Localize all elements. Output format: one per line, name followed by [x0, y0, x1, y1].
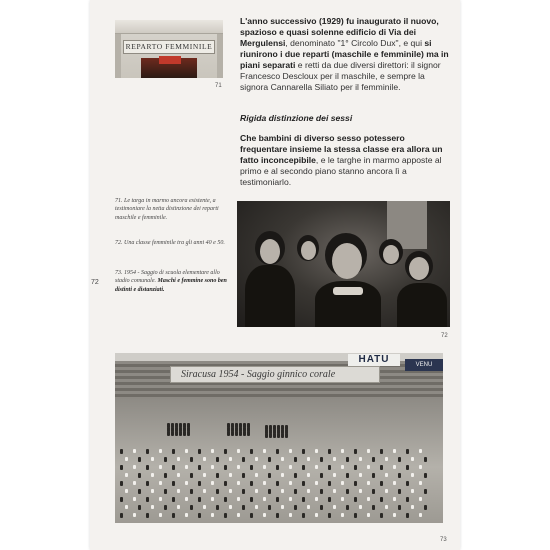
- gymnast: [424, 473, 427, 478]
- figure-number-71: 71: [215, 83, 222, 89]
- gymnast: [235, 431, 238, 436]
- gymnast: [211, 513, 214, 517]
- gymnast: [328, 465, 331, 470]
- gymnast: [320, 473, 323, 478]
- gymnast: [185, 481, 188, 485]
- gymnast: [138, 457, 141, 462]
- gymnast: [187, 431, 190, 436]
- gymnast: [138, 473, 141, 478]
- paragraph-2: [240, 133, 454, 188]
- gymnast: [276, 465, 279, 470]
- gymnast: [172, 497, 175, 502]
- gymnast: [398, 473, 401, 478]
- gymnast: [398, 457, 401, 462]
- gymnast: [216, 505, 219, 510]
- stadium-sign-2: VENU: [405, 359, 443, 371]
- gymnast: [211, 449, 214, 453]
- gymnast: [268, 489, 271, 494]
- gymnast: [346, 505, 349, 510]
- stadium-sign: HATU: [348, 354, 400, 366]
- paragraph-1-bold-b: si riunirono i due reparti (maschile e femminile) ma in piani separati: [240, 38, 449, 70]
- photo-classroom: [237, 201, 450, 327]
- gymnast: [328, 513, 331, 518]
- gymnast: [372, 473, 375, 478]
- gymnast: [411, 457, 414, 461]
- gymnast: [406, 481, 409, 486]
- gymnast: [198, 513, 201, 518]
- gymnast: [229, 457, 232, 461]
- gymnast: [255, 505, 258, 509]
- gymnast: [125, 473, 128, 477]
- gymnast: [398, 489, 401, 494]
- gymnast: [177, 505, 180, 509]
- gymnast: [328, 449, 331, 454]
- gymnast: [227, 431, 230, 436]
- gymnast: [372, 489, 375, 494]
- gymnast: [268, 505, 271, 510]
- gymnast: [177, 489, 180, 493]
- gymnast: [281, 473, 284, 477]
- gymnast: [359, 473, 362, 477]
- gymnast: [151, 473, 154, 477]
- gymnast: [367, 481, 370, 485]
- gymnast: [307, 505, 310, 509]
- gymnast: [289, 449, 292, 453]
- gymnast: [354, 449, 357, 454]
- gymnast: [424, 489, 427, 494]
- gymnast: [265, 433, 268, 438]
- gymnast: [146, 481, 149, 486]
- gymnast: [203, 457, 206, 461]
- gymnast: [250, 481, 253, 486]
- gymnast: [367, 497, 370, 501]
- flag: [159, 56, 181, 64]
- gymnast: [315, 465, 318, 469]
- gymnast: [237, 497, 240, 501]
- girl-face: [260, 239, 280, 264]
- gymnast: [120, 449, 123, 454]
- gymnast: [320, 505, 323, 510]
- gymnast: [393, 497, 396, 501]
- gymnast: [255, 473, 258, 477]
- gymnast: [125, 489, 128, 493]
- gymnast: [250, 449, 253, 454]
- gymnast: [159, 449, 162, 453]
- gymnast: [172, 449, 175, 454]
- gymnast: [125, 505, 128, 509]
- gymnast: [281, 433, 284, 438]
- gymnast: [307, 457, 310, 461]
- gymnast: [380, 497, 383, 502]
- gymnast: [424, 505, 427, 510]
- paragraph-1-text-a: , denominato "1° Circolo Dux", e qui: [285, 38, 425, 48]
- gymnast: [216, 473, 219, 478]
- pillar-left: [115, 34, 121, 78]
- gymnast: [419, 513, 422, 517]
- gymnast: [346, 473, 349, 478]
- gymnast: [171, 431, 174, 436]
- gymnast: [177, 473, 180, 477]
- gymnast: [242, 473, 245, 478]
- gymnast: [229, 473, 232, 477]
- gymnast: [229, 505, 232, 509]
- gymnast: [372, 457, 375, 462]
- gymnast: [276, 513, 279, 518]
- gymnast: [354, 465, 357, 470]
- gymnast: [263, 465, 266, 469]
- gymnast: [198, 449, 201, 454]
- gymnast: [133, 513, 136, 517]
- gymnast: [224, 481, 227, 486]
- gymnast: [307, 473, 310, 477]
- gymnast: [125, 457, 128, 461]
- gymnast: [120, 497, 123, 502]
- gymnast: [294, 505, 297, 510]
- gymnast: [164, 473, 167, 478]
- girl-dress: [245, 265, 295, 327]
- gymnast: [237, 449, 240, 453]
- gymnast: [133, 449, 136, 453]
- gymnast: [281, 457, 284, 461]
- gymnast: [406, 497, 409, 502]
- gymnast: [393, 465, 396, 469]
- gymnast: [198, 497, 201, 502]
- gymnast: [185, 513, 188, 517]
- gymnast: [146, 449, 149, 454]
- gymnast: [276, 481, 279, 486]
- gymnast: [216, 489, 219, 494]
- gymnast: [411, 489, 414, 493]
- gymnast: [333, 489, 336, 493]
- gymnast: [179, 431, 182, 436]
- girl-face: [301, 241, 316, 260]
- stadium-banner: Siracusa 1954 - Saggio ginnico corale: [170, 366, 380, 383]
- gymnast: [146, 513, 149, 518]
- gymnast: [177, 457, 180, 461]
- gymnast: [281, 489, 284, 493]
- gymnast: [273, 433, 276, 438]
- gymnast: [211, 465, 214, 469]
- pillar-right: [217, 34, 223, 78]
- gymnast: [333, 457, 336, 461]
- plaque-sign: REPARTO FEMMINILE: [123, 40, 215, 54]
- gymnast: [120, 481, 123, 486]
- gymnast: [198, 465, 201, 470]
- gymnast: [250, 497, 253, 502]
- gymnast: [237, 465, 240, 469]
- gymnast: [255, 457, 258, 461]
- gymnast: [359, 457, 362, 461]
- gymnast: [302, 513, 305, 518]
- gymnast: [237, 481, 240, 485]
- gymnast: [198, 481, 201, 486]
- gymnast: [289, 481, 292, 485]
- gymnast: [393, 481, 396, 485]
- gymnast: [224, 497, 227, 502]
- gymnast: [138, 505, 141, 510]
- gymnast: [190, 489, 193, 494]
- gymnast: [419, 481, 422, 485]
- gymnast: [372, 505, 375, 510]
- gymnast: [307, 489, 310, 493]
- gymnast: [229, 489, 232, 493]
- gymnast: [276, 449, 279, 454]
- gymnast: [172, 465, 175, 470]
- photo-stadium: [115, 353, 443, 523]
- gymnast: [346, 457, 349, 462]
- gymnast: [247, 431, 250, 436]
- gymnast: [354, 497, 357, 502]
- gymnast: [133, 481, 136, 485]
- gymnast: [151, 457, 154, 461]
- gymnast: [281, 505, 284, 509]
- gymnast: [203, 489, 206, 493]
- gymnast: [242, 457, 245, 462]
- gymnast: [164, 489, 167, 494]
- gymnast: [411, 505, 414, 509]
- gymnast: [406, 513, 409, 518]
- gymnast: [239, 431, 242, 436]
- figure-number-73: 73: [440, 537, 447, 543]
- gymnast: [359, 489, 362, 493]
- gymnast: [120, 465, 123, 470]
- gymnast: [294, 489, 297, 494]
- gymnast: [380, 449, 383, 454]
- caption-71: 71. Le targa in marmo ancora esistente, a testimoniare la netta distinzione dei reparti maschile e femminile.: [115, 198, 219, 221]
- gymnast: [243, 431, 246, 436]
- gymnast: [138, 489, 141, 494]
- gymnast: [385, 457, 388, 461]
- gymnast: [263, 481, 266, 485]
- gymnast: [151, 489, 154, 493]
- gymnast: [159, 497, 162, 501]
- gymnast: [341, 449, 344, 453]
- gymnast: [263, 449, 266, 453]
- gymnast: [164, 505, 167, 510]
- gymnast: [320, 457, 323, 462]
- gymnast: [328, 497, 331, 502]
- gymnast: [315, 481, 318, 485]
- gymnast: [237, 513, 240, 517]
- gymnast: [159, 465, 162, 469]
- plaque-lintel: [115, 20, 223, 34]
- caption-73: [115, 269, 227, 294]
- girl-collar: [333, 287, 363, 295]
- gymnast: [146, 497, 149, 502]
- gymnast: [224, 449, 227, 454]
- gymnast: [380, 465, 383, 470]
- paragraph-1-bold-a: L'anno successivo (1929) fu inaugurato il nuovo, spazioso e quasi solenne edificio di Via dei Mergulensi: [240, 16, 439, 48]
- gymnast: [183, 431, 186, 436]
- gymnast: [367, 465, 370, 469]
- gymnast: [224, 513, 227, 518]
- gymnast: [175, 431, 178, 436]
- gymnast: [302, 449, 305, 454]
- gymnast: [190, 505, 193, 510]
- figure-number-72: 72: [441, 333, 448, 339]
- gymnast: [263, 497, 266, 501]
- gymnast: [172, 513, 175, 518]
- gymnast: [216, 457, 219, 462]
- gymnast: [133, 465, 136, 469]
- gymnast: [419, 465, 422, 469]
- gymnast: [277, 433, 280, 438]
- gymnast: [302, 481, 305, 486]
- gymnast: [231, 431, 234, 436]
- paragraph-1-text-b: e retti da due diversi direttori: il signor Francesco Descloux per il maschile, e sempre la signora Cannarella Siliato per il femminile.: [240, 60, 441, 92]
- gymnast: [151, 505, 154, 509]
- gymnast: [268, 473, 271, 478]
- gymnast: [341, 481, 344, 485]
- gymnast: [341, 465, 344, 469]
- gymnast: [185, 465, 188, 469]
- gymnast: [385, 505, 388, 509]
- gymnast: [263, 513, 266, 517]
- gymnast: [367, 513, 370, 517]
- gymnast: [159, 513, 162, 517]
- gymnast: [341, 497, 344, 501]
- gymnast: [203, 505, 206, 509]
- gymnast: [294, 457, 297, 462]
- gymnast: [315, 513, 318, 517]
- caption-73-text: 73. 1954 - Saggio di scuola elementare allo stadio comunale.: [115, 270, 220, 285]
- girl-face: [332, 243, 362, 279]
- caption-72: 72. Una classe femminile tra gli anni 40 e 50.: [115, 240, 225, 246]
- caption-73-bold: Maschi e femmine sono ben distinti e distanziati.: [115, 278, 227, 293]
- gymnast: [354, 481, 357, 486]
- paragraph-2-bold: Che bambini di diverso sesso potessero frequentare insieme la stessa classe era allora un fatto inconcepibile: [240, 133, 443, 165]
- gymnast: [302, 497, 305, 502]
- gymnast: [133, 497, 136, 501]
- section-title: Rigida distinzione dei sessi: [240, 113, 353, 123]
- gymnast: [315, 497, 318, 501]
- gymnast: [385, 489, 388, 493]
- gymnast: [359, 505, 362, 509]
- gymnast: [285, 433, 288, 438]
- gymnast: [393, 449, 396, 453]
- gymnast: [380, 481, 383, 486]
- gymnast: [146, 465, 149, 470]
- gymnast: [411, 473, 414, 477]
- gymnast: [406, 449, 409, 454]
- gymnast: [211, 497, 214, 501]
- gymnast: [406, 465, 409, 470]
- gymnast: [393, 513, 396, 517]
- gymnast: [172, 481, 175, 486]
- gymnast: [302, 465, 305, 470]
- gymnast: [341, 513, 344, 517]
- paragraph-1: [240, 16, 454, 93]
- gymnast: [185, 449, 188, 453]
- gymnast: [190, 457, 193, 462]
- gymnast: [250, 513, 253, 518]
- gymnast: [380, 513, 383, 518]
- gymnast: [333, 505, 336, 509]
- gymnast: [269, 433, 272, 438]
- gymnast: [333, 473, 336, 477]
- photo-marble-plaque: [115, 20, 223, 78]
- gymnast: [276, 497, 279, 502]
- gymnast: [203, 473, 206, 477]
- girl-dress: [397, 283, 447, 327]
- page-number-left: 72: [91, 279, 99, 286]
- gymnast: [315, 449, 318, 453]
- gymnast: [164, 457, 167, 462]
- gymnast: [190, 473, 193, 478]
- gymnast: [250, 465, 253, 470]
- gymnast: [224, 465, 227, 470]
- gymnast: [167, 431, 170, 436]
- gymnast: [185, 497, 188, 501]
- girl-face: [383, 245, 399, 264]
- girl-face: [409, 257, 429, 280]
- gymnast: [289, 465, 292, 469]
- gymnast: [367, 449, 370, 453]
- gymnast: [346, 489, 349, 494]
- gymnast: [419, 449, 422, 453]
- gymnast: [385, 473, 388, 477]
- gymnast: [294, 473, 297, 478]
- gymnast: [289, 497, 292, 501]
- gymnast: [242, 505, 245, 510]
- gymnast: [289, 513, 292, 517]
- paragraph-2-text: , e le targhe in marmo apposte al primo e al secondo piano stanno ancora lì a testimoniarlo.: [240, 155, 442, 187]
- gymnast: [398, 505, 401, 510]
- gymnast: [419, 497, 422, 501]
- gymnast: [159, 481, 162, 485]
- gymnast: [328, 481, 331, 486]
- gymnast: [255, 489, 258, 493]
- gymnast: [211, 481, 214, 485]
- gymnast: [320, 489, 323, 494]
- gymnast: [120, 513, 123, 518]
- gymnast: [354, 513, 357, 518]
- gymnast: [268, 457, 271, 462]
- gymnast: [424, 457, 427, 462]
- gymnast: [242, 489, 245, 494]
